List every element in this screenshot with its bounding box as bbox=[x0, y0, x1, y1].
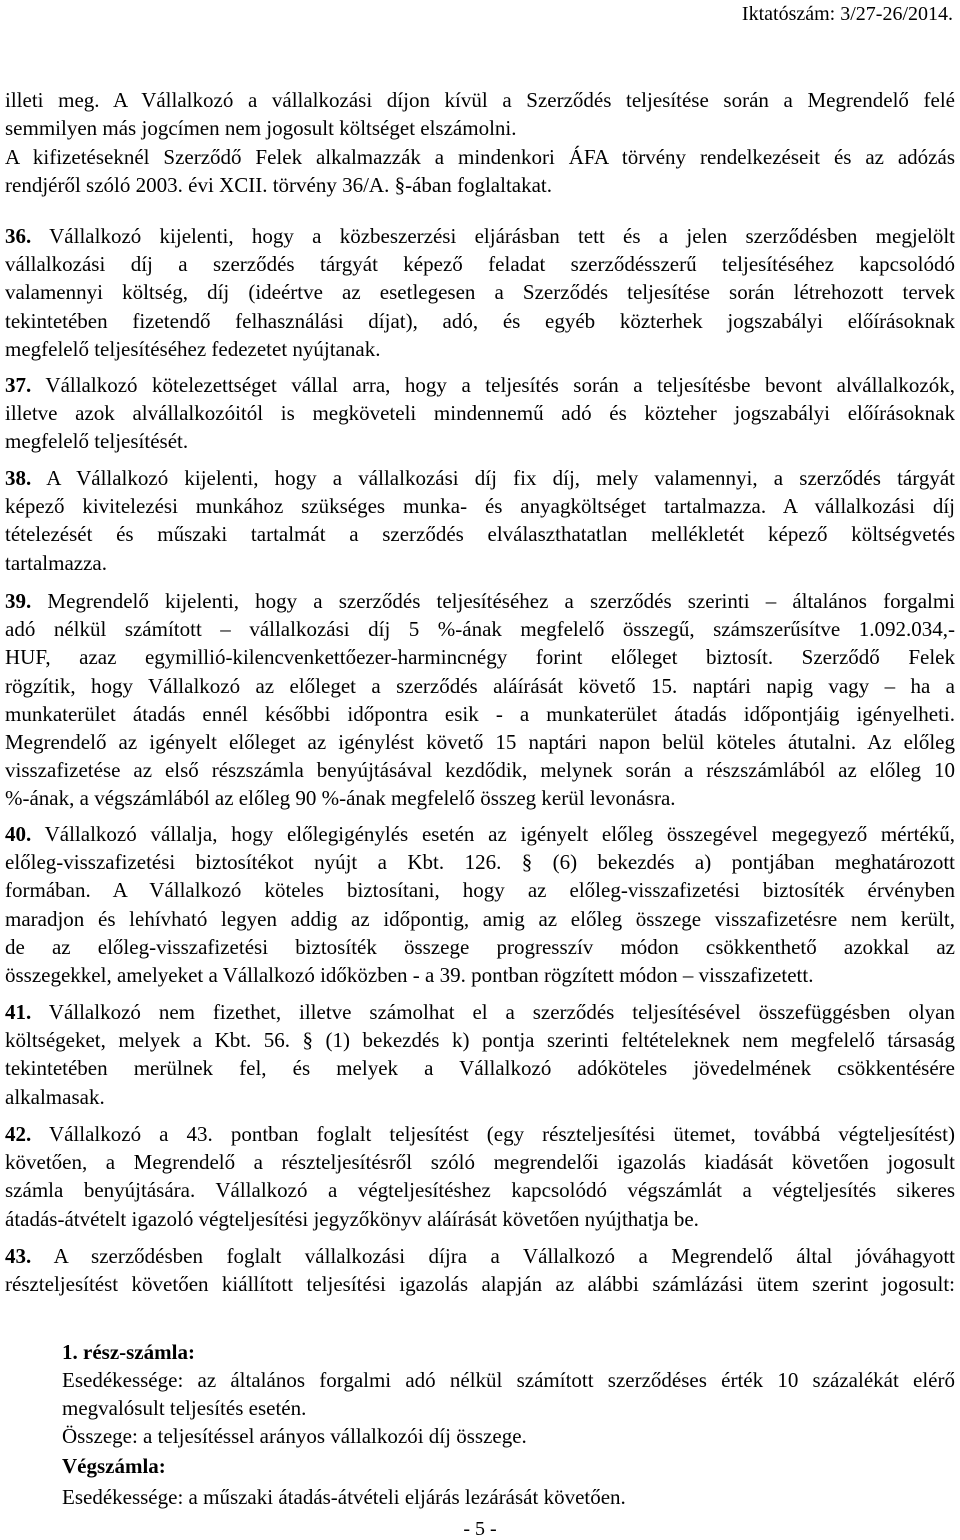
paragraph-line: költségeket, melyek a Kbt. 56. § (1) bekezdés k) pontja szerinti feltételeknek nem megfelelő társaság bbox=[5, 1028, 955, 1053]
clause-number: 38. bbox=[5, 466, 32, 490]
paragraph-line bbox=[5, 1242, 955, 1270]
paragraph-line: tekintetében merülnek fel, és melyek a Vállalkozó adóköteles jövedelmének csökkentésére bbox=[5, 1056, 955, 1081]
paragraph-line: vállalkozási díj a szerződés tárgyát képező feladat szerződésszerű teljesítéséhez kapcsolódó bbox=[5, 252, 955, 277]
paragraph-line bbox=[5, 587, 955, 615]
part-invoice-amount bbox=[62, 1422, 955, 1450]
clause-37 bbox=[5, 371, 955, 456]
paragraph-line: Megrendelő az igényelt előleget az igénylést követő 15 naptári napon belül köteles átutalni. Az előleg bbox=[5, 729, 955, 754]
paragraph-line: tételezését és műszaki tartalmát a szerződés elválaszthatatlan mellékletét képező költségvetés bbox=[5, 522, 955, 547]
paragraph-line: HUF, azaz egymillió-kilencvenkettőezer-harmincnégy forint előleget biztosít. Szerződő Felek bbox=[5, 645, 955, 670]
paragraph-line: maradjon és lehívható legyen addig az időpontig, amig az előleg összege visszafizetésre nem került, bbox=[5, 906, 955, 931]
clause-36 bbox=[5, 222, 955, 363]
paragraph-line: rögzítik, hogy Vállalkozó az előleget a szerződés aláírását követő 15. naptári napig vagy – ha a bbox=[5, 673, 955, 698]
page-number: - 5 - bbox=[463, 1518, 497, 1540]
paragraph-line bbox=[5, 464, 955, 492]
part-invoice-due bbox=[62, 1366, 955, 1422]
paragraph-line: követően, a Megrendelő a részteljesítésről szóló megrendelői igazolás kiadását követően jogosult bbox=[5, 1150, 955, 1175]
clause-number: 39. bbox=[5, 589, 32, 613]
clause-number: 36. bbox=[5, 224, 32, 248]
paragraph-line: adó nélkül számított – vállalkozási díj 5 %-ának megfelelő összegű, számszerűsítve 1.092.034,- bbox=[5, 617, 955, 642]
clause-40 bbox=[5, 820, 955, 989]
section-heading: Végszámla: bbox=[62, 1454, 166, 1478]
clause-41 bbox=[5, 998, 955, 1111]
document-reference-number: Iktatószám: 3/27-26/2014. bbox=[741, 3, 953, 25]
paragraph-line: megvalósult teljesítés esetén. bbox=[62, 1396, 307, 1421]
paragraph-line: tekintetében fizetendő felhasználási díjat), adó, és egyéb közterhek jogszabályi előírásoknak bbox=[5, 308, 955, 333]
final-invoice-title bbox=[62, 1452, 955, 1480]
clause-number: 42. bbox=[5, 1122, 32, 1146]
paragraph-line: visszafizetése az első részszámla benyújtásával kezdődik, melynek során a részszámlából az előleg 10 bbox=[5, 758, 955, 783]
paragraph-line: képező kivitelezési munkához szükséges munka- és anyagköltséget tartalmazza. A vállalkozási díj bbox=[5, 494, 955, 519]
clause-38 bbox=[5, 464, 955, 577]
clause-number: 37. bbox=[5, 373, 32, 397]
clause-text: Megrendelő kijelenti, hogy a szerződés teljesítéséhez a szerződés szerinti – általános forgalmi bbox=[47, 589, 956, 613]
clause-text: A Vállalkozó kijelenti, hogy a vállalkozási díj fix díj, mely valamennyi, a szerződés tárgyát bbox=[46, 466, 955, 490]
clause-42 bbox=[5, 1120, 955, 1233]
paragraph-line: részteljesítést követően kiállított teljesítési igazolás alapján az alábbi számlázási ütem szerint jogosult: bbox=[5, 1272, 955, 1297]
clause-number: 41. bbox=[5, 1000, 32, 1024]
clause-text: Vállalkozó a 43. pontban foglalt teljesítést (egy részteljesítési ütemet, továbbá végteljesítést) bbox=[48, 1122, 955, 1146]
final-invoice-due bbox=[62, 1483, 955, 1511]
paragraph-line: előleg-visszafizetési biztosítékot nyújt a Kbt. 126. § (6) bekezdés a) pontjában meghatározott bbox=[5, 850, 955, 875]
paragraph-line: tartalmazza. bbox=[5, 550, 108, 575]
clause-39 bbox=[5, 587, 955, 813]
paragraph-line: Esedékessége: az általános forgalmi adó nélkül számított szerződéses érték 10 százalékát elérő bbox=[62, 1368, 955, 1392]
clause-43 bbox=[5, 1242, 955, 1298]
paragraph-line: Esedékessége: a műszaki átadás-átvételi eljárás lezárását követően. bbox=[62, 1485, 626, 1509]
paragraph-line: formában. A Vállalkozó köteles biztosítani, hogy az előleg-visszafizetési biztosíték érvényben bbox=[5, 878, 955, 903]
paragraph-line: munkaterület átadás ennél későbbi időpontra esik - a munkaterület átadás időpontjáig igényelheti. bbox=[5, 701, 955, 726]
paragraph-line bbox=[5, 371, 955, 399]
paragraph-line: semmilyen más jogcímen nem jogosult költséget elszámolni. bbox=[5, 116, 517, 141]
paragraph-line: illeti meg. A Vállalkozó a vállalkozási díjon kívül a Szerződés teljesítése során a Megrendelő felé bbox=[5, 88, 955, 112]
paragraph-line: valamennyi költség, díj (ideértve az esetlegesen a Szerződés teljesítése során létrehozott tervek bbox=[5, 280, 955, 305]
paragraph-line bbox=[5, 820, 955, 848]
section-heading: 1. rész-számla: bbox=[62, 1340, 195, 1364]
paragraph-line: %-ának, a végszámlából az előleg 90 %-ának megfelelő összeg kerül levonásra. bbox=[5, 786, 676, 811]
paragraph-line: számla benyújtására. Vállalkozó a végteljesítéshez kapcsolódó végszámlát a végteljesítés sikeres bbox=[5, 1178, 955, 1203]
paragraph-line: alkalmasak. bbox=[5, 1084, 105, 1109]
intro-paragraph-continuation bbox=[5, 86, 955, 142]
paragraph-line: A kifizetéseknél Szerződő Felek alkalmazzák a mindenkori ÁFA törvény rendelkezéseit és az adózás bbox=[5, 145, 955, 169]
paragraph-line: illetve azok alvállalkozóitól is megköveteli mindennemű adó és közteher jogszabályi előírásoknak bbox=[5, 401, 955, 426]
intro-paragraph-vat bbox=[5, 143, 955, 199]
paragraph-line bbox=[5, 1120, 955, 1148]
paragraph-line: Összege: a teljesítéssel arányos vállalkozói díj összege. bbox=[62, 1424, 527, 1448]
clause-text: Vállalkozó nem fizethet, illetve számolhat el a szerződés teljesítésével összefüggésben olyan bbox=[48, 1000, 955, 1024]
paragraph-line: megfelelő teljesítését. bbox=[5, 429, 189, 454]
paragraph-line: de az előleg-visszafizetési biztosíték összege progresszív módon csökkenthető azokkal az bbox=[5, 934, 955, 959]
paragraph-line: megfelelő teljesítéséhez fedezetet nyújtanak. bbox=[5, 336, 381, 361]
clause-text: Vállalkozó kijelenti, hogy a közbeszerzési eljárásban tett és a jelen szerződésben megjelölt bbox=[49, 224, 955, 248]
clause-number: 40. bbox=[5, 822, 32, 846]
paragraph-line: összegekkel, amelyeket a Vállalkozó időközben - a 39. pontban rögzített módon – visszafizetett. bbox=[5, 962, 814, 987]
clause-text: A szerződésben foglalt vállalkozási díjra a Vállalkozó a Megrendelő által jóváhagyott bbox=[53, 1244, 955, 1268]
paragraph-line bbox=[5, 998, 955, 1026]
clause-number: 43. bbox=[5, 1244, 32, 1268]
paragraph-line bbox=[5, 222, 955, 250]
clause-text: Vállalkozó kötelezettséget vállal arra, hogy a teljesítés során a teljesítésbe bevont alvállalkozók, bbox=[45, 373, 956, 397]
part-invoice-title bbox=[62, 1338, 955, 1366]
paragraph-line: átadás-átvételt igazoló végteljesítési jegyzőkönyv aláírását követően nyújthatja be. bbox=[5, 1206, 699, 1231]
clause-text: Vállalkozó vállalja, hogy előlegigénylés esetén az igényelt előleg összegével megegyező mértékű, bbox=[44, 822, 955, 846]
paragraph-line: rendjéről szóló 2003. évi XCII. törvény 36/A. §-ában foglaltakat. bbox=[5, 173, 553, 198]
